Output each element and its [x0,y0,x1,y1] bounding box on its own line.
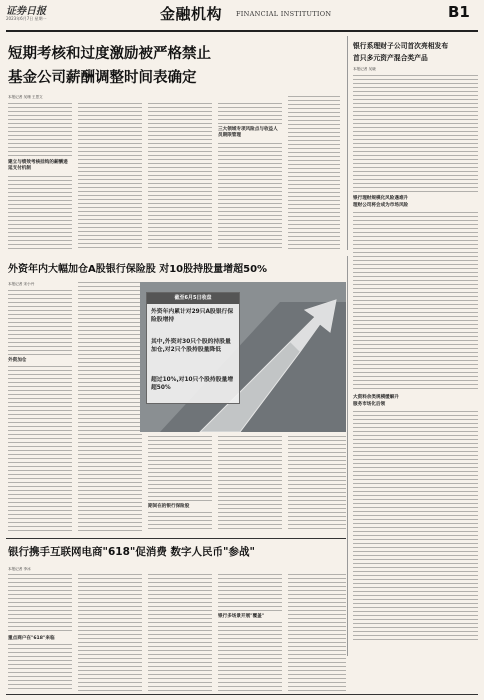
side-byline: 本报记者 吴晓 [353,67,376,71]
column-divider-2 [347,256,348,656]
callout-graphic [140,282,346,432]
lead-body-col1 [8,103,72,156]
third-body-col2 [78,574,142,692]
side-body-c [353,411,478,641]
paper-logo: 证券日报 [6,6,46,17]
second-body-col5 [288,436,346,532]
side-subhead-4: 服务市场化后领 [353,402,386,407]
third-body-col1 [8,574,72,634]
side-body-a [353,75,478,193]
second-byline: 本报记者 宋小丹 [8,282,35,286]
lead-byline: 本报记者 吴珊 王思文 [8,95,43,99]
lead-body-col4a [218,103,282,125]
masthead [0,0,484,30]
third-body-col4b [218,622,282,692]
side-headline-line1: 银行系理财子公司首次亮相发布 [353,42,449,50]
second-body-col3 [148,436,212,502]
third-body-col1b [8,644,72,692]
third-subhead-2: 银行多场景开展"覆盖" [218,614,265,619]
third-byline: 本报记者 李冰 [8,567,31,571]
callout-box [146,292,240,404]
callout-text-3: 超过10%,对10只个股持股量增超50% [151,377,234,391]
lead-body-col5 [288,96,340,250]
section-title-cn: 金融机构 [160,5,223,23]
second-body-col1b [8,366,72,532]
third-body-col5 [288,574,346,692]
bottom-rule [6,694,478,695]
callout-text-2: 其中,外资对30只个股的持股量加仓,对2只个股持股量降低 [151,339,231,353]
third-headline: 银行携手互联网电商"618"促消费 数字人民币"参战" [8,546,255,558]
side-subhead-3: 大资料余类规模缓解升 [353,395,399,400]
second-body-col4 [218,436,282,532]
lead-headline-line1: 短期考核和过度激励被严格禁止 [8,46,211,62]
second-body-col3b [148,512,212,532]
side-subhead-2: 理财公司将会成为市场风险 [353,203,409,208]
page-number: B1 [448,3,470,21]
lead-body-col3 [148,103,212,250]
second-subhead-1: 外资加仓 [8,358,27,363]
lead-subhead-2: 三大领域专项风险点与收益人员期限管理 [218,127,278,138]
second-body-col1 [8,290,72,356]
second-headline: 外资年内大幅加仓A股银行保险股 对10股持股量增超50% [8,264,268,275]
callout-text-1: 外资年内累计对29只A股银行保险股增持 [151,309,234,323]
column-divider [347,36,348,250]
third-body-col4a [218,574,282,612]
side-headline-line2: 首只多元资产混合类产品 [353,54,428,62]
masthead-rule [6,30,478,32]
date-line: 2023年6月7日 星期一 [6,16,47,21]
section-title-en: FINANCIAL INSTITUTION [236,10,332,18]
second-body-col2 [78,282,142,532]
side-subhead-1: 银行理财规模化风险遇难升 [353,196,409,201]
third-body-col3 [148,574,212,692]
side-body-b [353,212,478,392]
lead-body-col2 [78,103,142,250]
callout-title: 截至6月5日收盘 [147,293,239,304]
third-subhead-1: 重点商户在"618"来临 [8,636,55,641]
lead-body-col4b [218,143,282,250]
lead-headline-line2: 基金公司薪酬调整时间表确定 [8,70,197,86]
second-subhead-2: 期间在的银行保险股 [148,504,190,509]
section-rule-2 [6,538,346,539]
lead-body-col1b [8,176,72,250]
lead-subhead-1: 建立与绩效考核挂钩的薪酬递延支付机制 [8,160,68,171]
